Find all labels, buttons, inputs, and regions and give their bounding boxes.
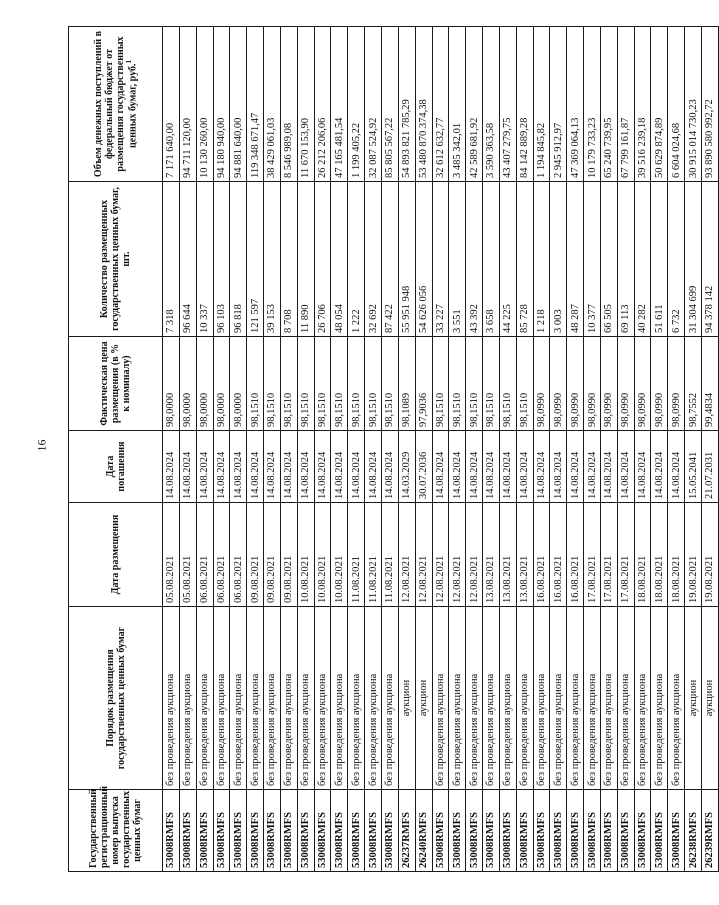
cell-placement-method: без проведения аукциона [634,607,651,790]
cell-maturity-date: 15.05.2041 [685,431,702,503]
cell-maturity-date: 14.08.2024 [179,431,196,503]
cell-registration-number: 53008RMFS [533,790,550,872]
cell-actual-price: 98,1089 [398,337,415,431]
cell-placement-method: без проведения аукциона [617,607,634,790]
cell-placement-date: 18.08.2021 [634,503,651,607]
cell-actual-price: 98,1510 [432,337,449,431]
cell-registration-number: 53008RMFS [550,790,567,872]
cell-quantity: 33 227 [432,182,449,337]
cell-maturity-date: 14.08.2024 [499,431,516,503]
cell-actual-price: 98,1510 [381,337,398,431]
cell-placement-method: без проведения аукциона [466,607,483,790]
cell-actual-price: 98,0990 [550,337,567,431]
cell-actual-price: 98,1510 [247,337,264,431]
cell-maturity-date: 14.08.2024 [381,431,398,503]
table-row [179,27,196,872]
cell-placement-method: без проведения аукциона [247,607,264,790]
table-row [398,27,415,872]
cell-registration-number: 26237RMFS [398,790,415,872]
cell-registration-number: 53008RMFS [163,790,180,872]
cell-registration-number: 53008RMFS [264,790,281,872]
cell-actual-price: 98,1510 [297,337,314,431]
cell-actual-price: 98,0990 [651,337,668,431]
cell-budget-proceeds: 53 480 870 374,38 [415,27,432,182]
header-quantity: Количество размещенных государственных ценных бумаг, шт. [69,182,163,337]
table-row [247,27,264,872]
table-row [381,27,398,872]
cell-placement-method: без проведения аукциона [264,607,281,790]
cell-quantity: 48 287 [567,182,584,337]
cell-registration-number: 53008RMFS [432,790,449,872]
cell-actual-price: 98,1510 [331,337,348,431]
table-row [516,27,533,872]
cell-quantity: 55 951 948 [398,182,415,337]
cell-quantity: 31 304 699 [685,182,702,337]
cell-actual-price: 97,9036 [415,337,432,431]
table-row [634,27,651,872]
cell-budget-proceeds: 50 629 874,89 [651,27,668,182]
cell-registration-number: 53008RMFS [651,790,668,872]
cell-budget-proceeds: 3 485 342,01 [449,27,466,182]
table-row [685,27,702,872]
cell-registration-number: 53008RMFS [516,790,533,872]
cell-budget-proceeds: 94 180 940,00 [213,27,230,182]
cell-quantity: 96 644 [179,182,196,337]
cell-quantity: 1 222 [348,182,365,337]
cell-placement-method: без проведения аукциона [483,607,500,790]
page-number: 16 [34,439,49,452]
cell-maturity-date: 14.08.2024 [584,431,601,503]
cell-quantity: 51 611 [651,182,668,337]
cell-maturity-date: 14.08.2024 [432,431,449,503]
cell-placement-date: 10.08.2021 [314,503,331,607]
table-row [483,27,500,872]
cell-budget-proceeds: 7 171 640,00 [163,27,180,182]
cell-maturity-date: 14.08.2024 [196,431,213,503]
cell-budget-proceeds: 42 589 681,92 [466,27,483,182]
cell-actual-price: 98,0990 [617,337,634,431]
cell-registration-number: 53008RMFS [365,790,382,872]
cell-placement-method: без проведения аукциона [348,607,365,790]
header-placement-method: Порядок размещения государственных ценных бумаг [69,607,163,790]
cell-registration-number: 26240RMFS [415,790,432,872]
cell-actual-price: 98,0990 [668,337,685,431]
cell-placement-method: без проведения аукциона [533,607,550,790]
cell-placement-method: без проведения аукциона [651,607,668,790]
cell-quantity: 8 708 [280,182,297,337]
cell-registration-number: 26239RMFS [702,790,719,872]
table-body [163,27,719,872]
cell-placement-date: 11.08.2021 [381,503,398,607]
cell-actual-price: 99,4834 [702,337,719,431]
cell-quantity: 43 392 [466,182,483,337]
cell-quantity: 26 706 [314,182,331,337]
cell-maturity-date: 14.08.2024 [634,431,651,503]
cell-registration-number: 26238RMFS [685,790,702,872]
cell-registration-number: 53008RMFS [466,790,483,872]
cell-placement-date: 16.08.2021 [550,503,567,607]
cell-budget-proceeds: 26 212 206,06 [314,27,331,182]
cell-budget-proceeds: 43 407 279,75 [499,27,516,182]
table-row [651,27,668,872]
cell-registration-number: 53008RMFS [331,790,348,872]
cell-maturity-date: 14.08.2024 [533,431,550,503]
table-row [365,27,382,872]
cell-maturity-date: 14.08.2024 [449,431,466,503]
cell-maturity-date: 14.08.2024 [567,431,584,503]
cell-maturity-date: 14.08.2024 [483,431,500,503]
cell-quantity: 3 003 [550,182,567,337]
cell-budget-proceeds: 8 546 989,08 [280,27,297,182]
cell-placement-method: без проведения аукциона [365,607,382,790]
cell-actual-price: 98,1510 [466,337,483,431]
table-row [415,27,432,872]
cell-placement-date: 12.08.2021 [398,503,415,607]
cell-actual-price: 98,1510 [449,337,466,431]
cell-budget-proceeds: 1 199 405,22 [348,27,365,182]
table-row [314,27,331,872]
cell-maturity-date: 14.08.2024 [348,431,365,503]
cell-actual-price: 98,0990 [567,337,584,431]
cell-placement-method: без проведения аукциона [567,607,584,790]
cell-budget-proceeds: 85 805 567,22 [381,27,398,182]
table-row [550,27,567,872]
table-row [331,27,348,872]
table-row [617,27,634,872]
cell-registration-number: 53008RMFS [449,790,466,872]
cell-placement-method: без проведения аукциона [297,607,314,790]
header-registration-number: Государственный регистрационный номер выпуска государственных ценных бумаг [69,790,163,872]
cell-placement-method: аукцион [685,607,702,790]
cell-maturity-date: 14.08.2024 [213,431,230,503]
cell-actual-price: 98,1510 [264,337,281,431]
cell-placement-method: без проведения аукциона [600,607,617,790]
cell-maturity-date: 14.08.2024 [365,431,382,503]
cell-placement-date: 06.08.2021 [230,503,247,607]
cell-quantity: 1 218 [533,182,550,337]
cell-budget-proceeds: 3 590 363,58 [483,27,500,182]
cell-budget-proceeds: 2 945 912,97 [550,27,567,182]
cell-placement-date: 06.08.2021 [213,503,230,607]
cell-budget-proceeds: 84 142 889,28 [516,27,533,182]
cell-placement-date: 06.08.2021 [196,503,213,607]
cell-quantity: 11 890 [297,182,314,337]
cell-actual-price: 98,1510 [483,337,500,431]
cell-maturity-date: 14.08.2024 [651,431,668,503]
securities-table-container [68,27,716,872]
securities-placement-table [68,26,719,872]
cell-registration-number: 53008RMFS [314,790,331,872]
cell-placement-method: без проведения аукциона [381,607,398,790]
table-row [432,27,449,872]
table-row [567,27,584,872]
cell-maturity-date: 14.08.2024 [516,431,533,503]
cell-budget-proceeds: 94 881 640,00 [230,27,247,182]
table-row [348,27,365,872]
cell-actual-price: 98,0000 [213,337,230,431]
cell-placement-date: 17.08.2021 [584,503,601,607]
cell-registration-number: 53008RMFS [617,790,634,872]
cell-quantity: 3 658 [483,182,500,337]
cell-budget-proceeds: 38 429 061,03 [264,27,281,182]
cell-budget-proceeds: 67 799 161,87 [617,27,634,182]
cell-maturity-date: 14.08.2024 [466,431,483,503]
cell-placement-date: 10.08.2021 [331,503,348,607]
cell-maturity-date: 14.08.2024 [550,431,567,503]
table-row [163,27,180,872]
cell-quantity: 10 377 [584,182,601,337]
header-placement-date: Дата размещения [69,503,163,607]
table-row [196,27,213,872]
cell-registration-number: 53008RMFS [499,790,516,872]
cell-actual-price: 98,0000 [179,337,196,431]
cell-maturity-date: 30.07.2036 [415,431,432,503]
table-row [600,27,617,872]
cell-actual-price: 98,1510 [516,337,533,431]
table-row [264,27,281,872]
cell-budget-proceeds: 94 711 120,00 [179,27,196,182]
cell-placement-date: 17.08.2021 [617,503,634,607]
cell-budget-proceeds: 39 516 239,18 [634,27,651,182]
table-header [69,27,163,872]
cell-actual-price: 98,0000 [230,337,247,431]
cell-maturity-date: 14.08.2024 [314,431,331,503]
cell-registration-number: 53008RMFS [567,790,584,872]
cell-registration-number: 53008RMFS [634,790,651,872]
cell-actual-price: 98,0990 [634,337,651,431]
table-row [533,27,550,872]
cell-placement-method: без проведения аукциона [499,607,516,790]
cell-quantity: 66 505 [600,182,617,337]
cell-maturity-date: 14.03.2029 [398,431,415,503]
cell-quantity: 32 692 [365,182,382,337]
cell-quantity: 10 337 [196,182,213,337]
cell-placement-date: 16.08.2021 [567,503,584,607]
cell-maturity-date: 14.08.2024 [297,431,314,503]
cell-placement-date: 19.08.2021 [685,503,702,607]
header-budget-proceeds-text: Объем денежных поступлений в федеральный бюджет от размещения государственных ценных бумаг, руб. [92,30,139,178]
cell-maturity-date: 14.08.2024 [331,431,348,503]
cell-budget-proceeds: 10 130 260,00 [196,27,213,182]
header-footnote-mark: 1 [124,60,133,64]
cell-registration-number: 53008RMFS [668,790,685,872]
cell-placement-date: 12.08.2021 [415,503,432,607]
cell-actual-price: 98,7552 [685,337,702,431]
cell-maturity-date: 14.08.2024 [280,431,297,503]
cell-budget-proceeds: 93 890 580 992,72 [702,27,719,182]
cell-budget-proceeds: 10 179 733,23 [584,27,601,182]
cell-budget-proceeds: 32 612 632,77 [432,27,449,182]
cell-budget-proceeds: 6 604 024,68 [668,27,685,182]
cell-quantity: 3 551 [449,182,466,337]
table-row [297,27,314,872]
cell-quantity: 7 318 [163,182,180,337]
cell-maturity-date: 14.08.2024 [617,431,634,503]
cell-actual-price: 98,1510 [365,337,382,431]
cell-actual-price: 98,1510 [348,337,365,431]
cell-placement-method: аукцион [398,607,415,790]
cell-maturity-date: 14.08.2024 [247,431,264,503]
cell-quantity: 54 626 056 [415,182,432,337]
cell-budget-proceeds: 119 348 671,47 [247,27,264,182]
cell-quantity: 6 732 [668,182,685,337]
table-row [668,27,685,872]
table-row [213,27,230,872]
cell-registration-number: 53008RMFS [584,790,601,872]
cell-placement-date: 09.08.2021 [264,503,281,607]
cell-quantity: 48 054 [331,182,348,337]
cell-placement-method: без проведения аукциона [668,607,685,790]
cell-placement-date: 05.08.2021 [179,503,196,607]
cell-budget-proceeds: 30 915 014 730,23 [685,27,702,182]
cell-placement-date: 05.08.2021 [163,503,180,607]
rotated-page-content [68,27,716,872]
cell-budget-proceeds: 11 670 153,90 [297,27,314,182]
table-row [449,27,466,872]
cell-maturity-date: 14.08.2024 [600,431,617,503]
cell-placement-method: без проведения аукциона [213,607,230,790]
header-budget-proceeds [69,27,163,182]
cell-actual-price: 98,1510 [314,337,331,431]
table-row [702,27,719,872]
cell-actual-price: 98,1510 [280,337,297,431]
cell-registration-number: 53008RMFS [247,790,264,872]
cell-placement-method: без проведения аукциона [331,607,348,790]
header-maturity-date: Дата погашения [69,431,163,503]
cell-placement-date: 11.08.2021 [365,503,382,607]
cell-registration-number: 53008RMFS [179,790,196,872]
cell-placement-method: аукцион [702,607,719,790]
cell-quantity: 85 728 [516,182,533,337]
cell-actual-price: 98,0000 [163,337,180,431]
cell-quantity: 96 818 [230,182,247,337]
cell-placement-date: 10.08.2021 [297,503,314,607]
cell-placement-date: 19.08.2021 [702,503,719,607]
cell-placement-date: 11.08.2021 [348,503,365,607]
cell-placement-date: 12.08.2021 [466,503,483,607]
cell-quantity: 94 378 142 [702,182,719,337]
cell-registration-number: 53008RMFS [230,790,247,872]
cell-placement-method: без проведения аукциона [280,607,297,790]
cell-placement-date: 09.08.2021 [280,503,297,607]
cell-placement-method: без проведения аукциона [516,607,533,790]
cell-maturity-date: 14.08.2024 [264,431,281,503]
cell-placement-method: без проведения аукциона [314,607,331,790]
cell-placement-method: без проведения аукциона [432,607,449,790]
cell-placement-method: без проведения аукциона [230,607,247,790]
cell-placement-method: без проведения аукциона [179,607,196,790]
cell-maturity-date: 14.08.2024 [230,431,247,503]
cell-actual-price: 98,0000 [196,337,213,431]
cell-actual-price: 98,0990 [584,337,601,431]
cell-placement-method: без проведения аукциона [196,607,213,790]
cell-registration-number: 53008RMFS [348,790,365,872]
cell-registration-number: 53008RMFS [213,790,230,872]
cell-registration-number: 53008RMFS [600,790,617,872]
cell-registration-number: 53008RMFS [196,790,213,872]
table-row [230,27,247,872]
cell-quantity: 87 422 [381,182,398,337]
cell-placement-date: 16.08.2021 [533,503,550,607]
header-row [69,27,163,872]
cell-quantity: 44 225 [499,182,516,337]
cell-budget-proceeds: 1 194 845,82 [533,27,550,182]
cell-placement-method: аукцион [415,607,432,790]
cell-registration-number: 53008RMFS [297,790,314,872]
cell-actual-price: 98,0990 [533,337,550,431]
cell-registration-number: 53008RMFS [280,790,297,872]
cell-placement-method: без проведения аукциона [449,607,466,790]
cell-actual-price: 98,0990 [600,337,617,431]
cell-budget-proceeds: 47 369 064,13 [567,27,584,182]
cell-placement-date: 13.08.2021 [483,503,500,607]
cell-placement-date: 18.08.2021 [668,503,685,607]
cell-maturity-date: 14.08.2024 [668,431,685,503]
cell-placement-method: без проведения аукциона [550,607,567,790]
cell-registration-number: 53008RMFS [483,790,500,872]
cell-budget-proceeds: 65 240 739,95 [600,27,617,182]
cell-placement-date: 18.08.2021 [651,503,668,607]
table-row [499,27,516,872]
cell-maturity-date: 21.07.2031 [702,431,719,503]
cell-registration-number: 53008RMFS [381,790,398,872]
cell-placement-date: 12.08.2021 [432,503,449,607]
cell-placement-date: 13.08.2021 [516,503,533,607]
table-row [280,27,297,872]
table-row [466,27,483,872]
header-actual-price: Фактическая цена размещения (в % к номиналу) [69,337,163,431]
cell-budget-proceeds: 54 893 821 785,29 [398,27,415,182]
cell-budget-proceeds: 32 087 524,92 [365,27,382,182]
cell-maturity-date: 14.08.2024 [163,431,180,503]
cell-quantity: 121 597 [247,182,264,337]
cell-placement-date: 09.08.2021 [247,503,264,607]
cell-actual-price: 98,1510 [499,337,516,431]
cell-quantity: 96 103 [213,182,230,337]
cell-placement-date: 12.08.2021 [449,503,466,607]
cell-placement-date: 17.08.2021 [600,503,617,607]
cell-quantity: 39 153 [264,182,281,337]
cell-placement-method: без проведения аукциона [584,607,601,790]
cell-budget-proceeds: 47 165 481,54 [331,27,348,182]
cell-quantity: 69 113 [617,182,634,337]
cell-placement-date: 13.08.2021 [499,503,516,607]
table-row [584,27,601,872]
cell-placement-method: без проведения аукциона [163,607,180,790]
cell-quantity: 40 282 [634,182,651,337]
